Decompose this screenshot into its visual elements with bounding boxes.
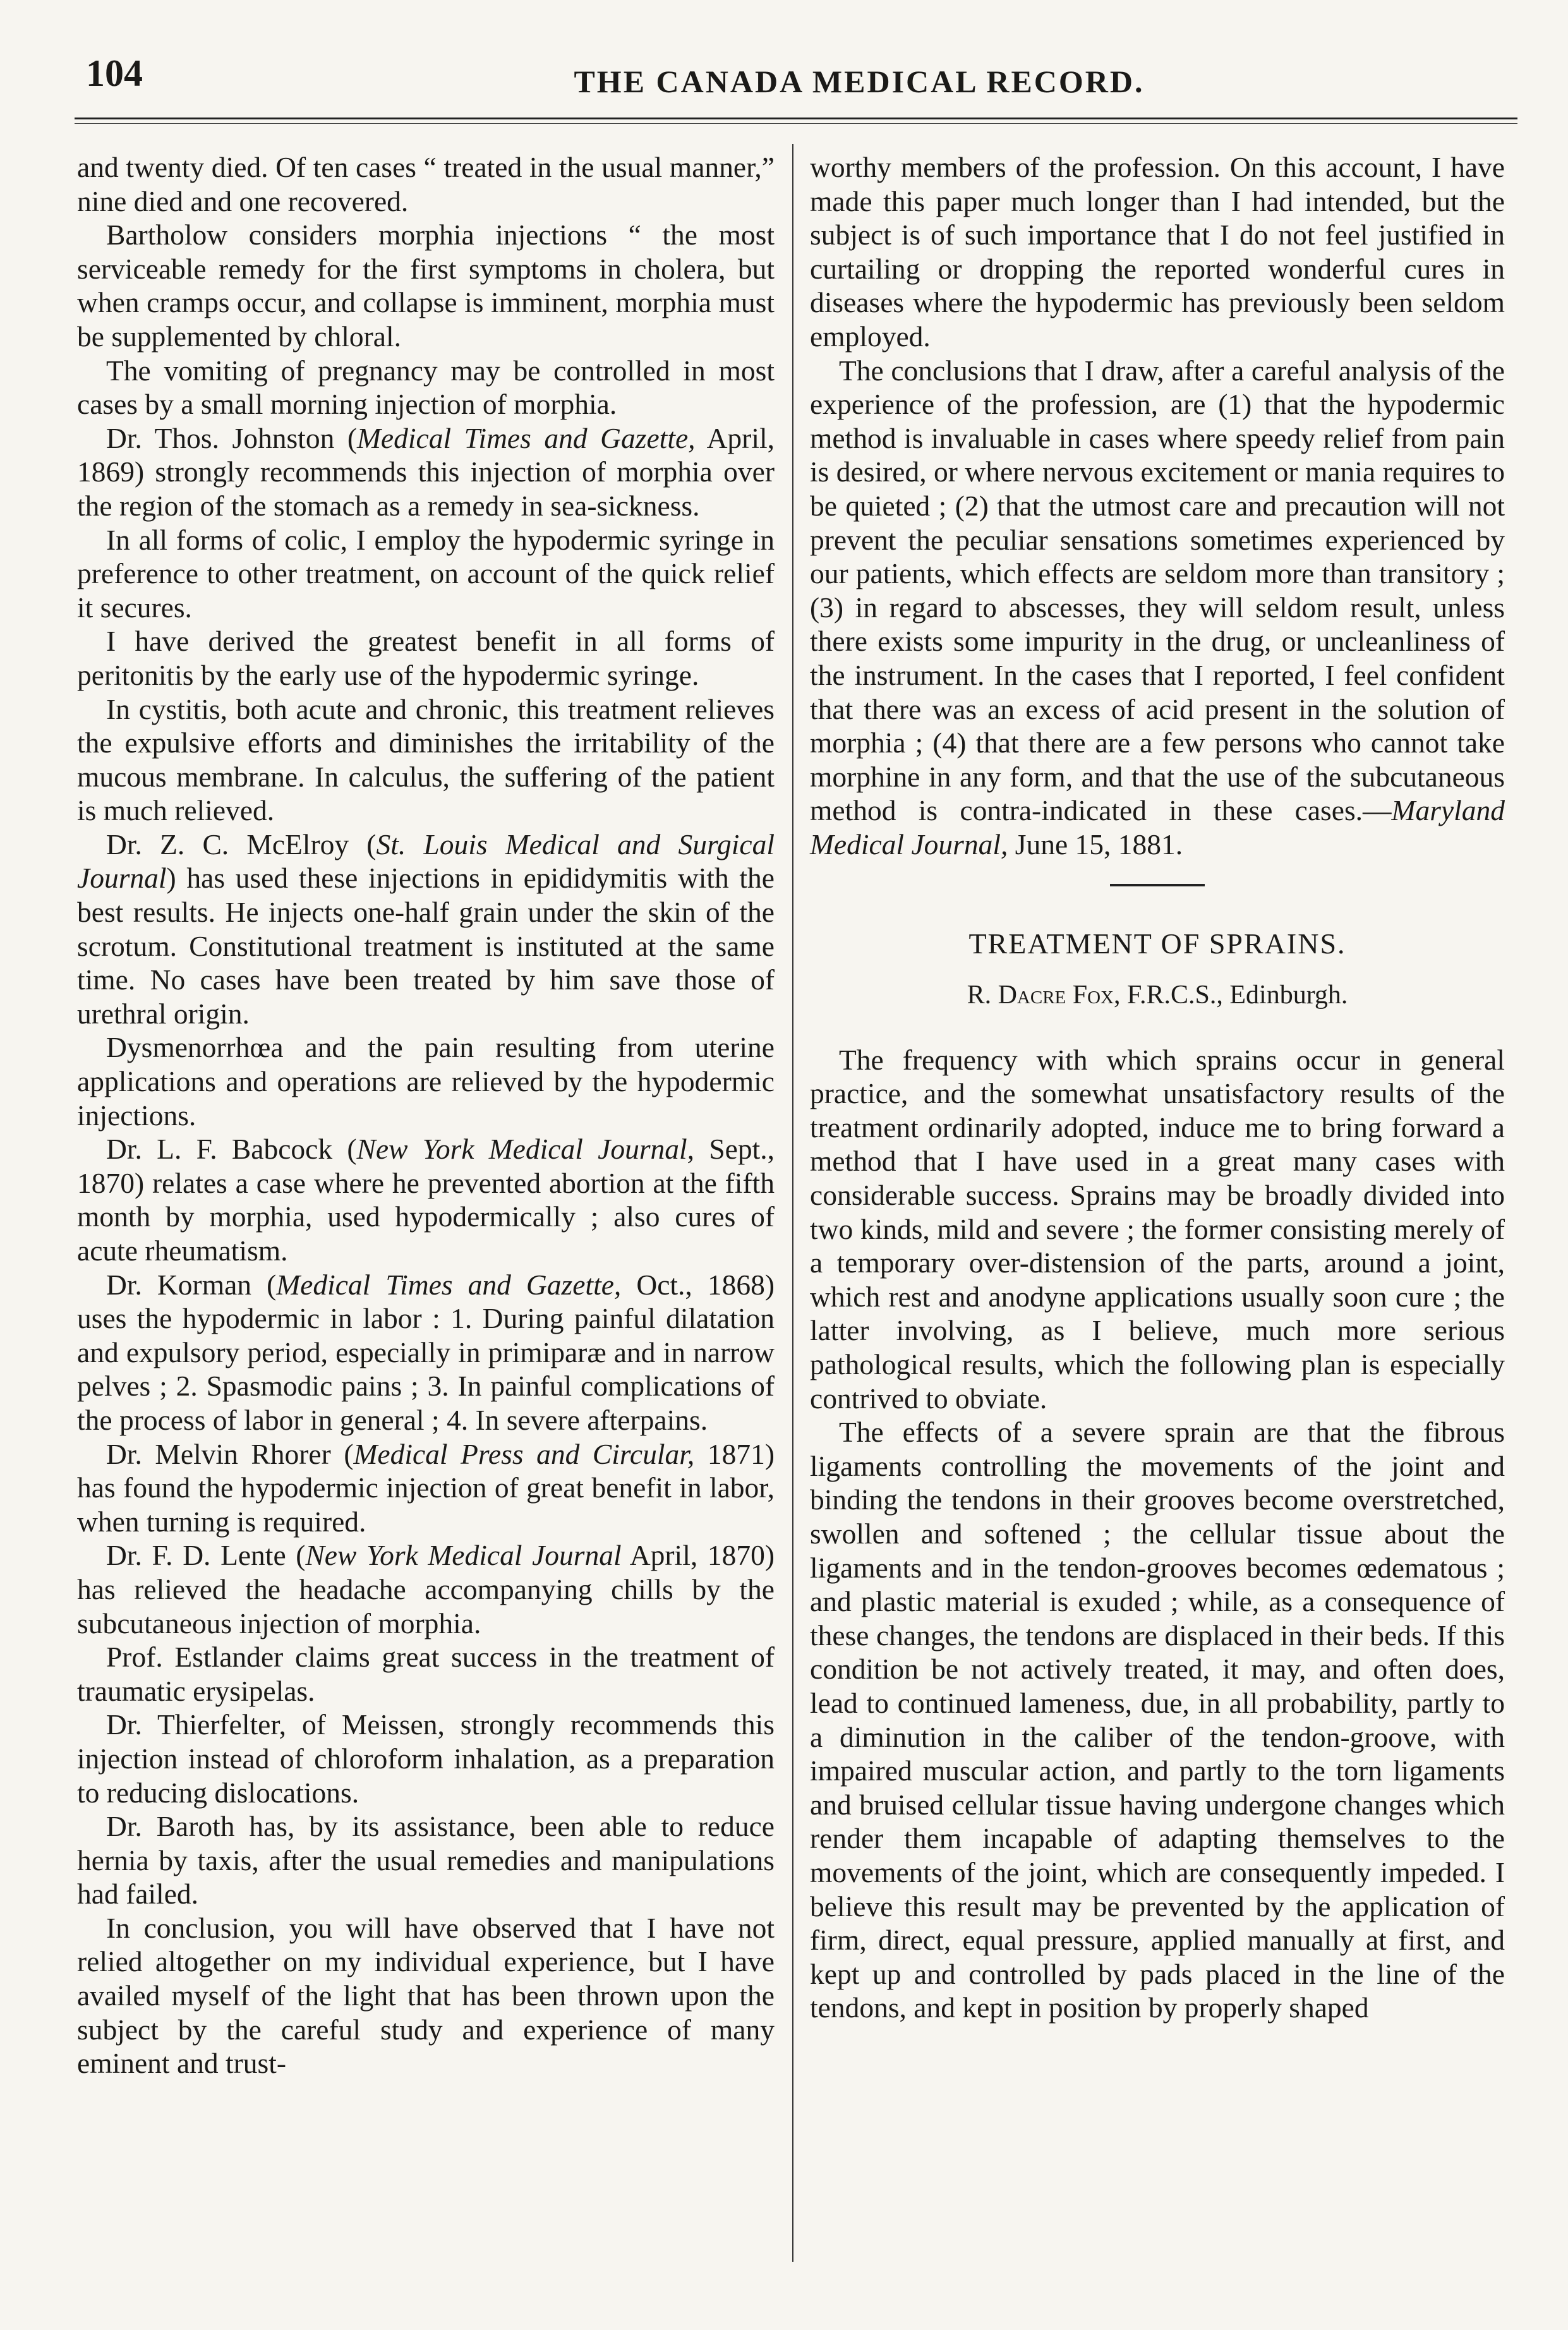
running-head: [75, 49, 1517, 106]
header-rule: [75, 118, 1517, 124]
journal-title: THE CANADA MEDICAL RECORD.: [574, 64, 1145, 99]
text-run: The conclusions that I draw, after a careful analysis of the experience of the profession, are (1) that the hypodermic method is invaluable in cases where speedy relief from pain is desired, or where nervous excitement or mania requires to be quieted ; (2) that the utmost care and precaution will not prevent the peculiar sensations sometimes experienced by our patients, which effects are seldom more than transitory ; (3) in regard to abscesses, they will seldom result, unless there exists some impurity in the drug, or uncleanliness of the instrument. In the cases that I reported, I feel confident that there was an excess of acid present in the solution of morphia ; (4) that there are a few persons who cannot take morphine in any form, and that the use of the subcutaneous method is contra-indicated in these cases.—: [810, 354, 1505, 827]
page-number: 104: [86, 52, 143, 94]
paragraph: [77, 828, 775, 1031]
paragraph: I have derived the greatest benefit in all forms of peritonitis by the early use of the hypodermic syringe.: [77, 625, 775, 691]
author-name: R. Dacre Fox: [967, 981, 1114, 1010]
text-run: Dr. Korman (: [106, 1268, 277, 1301]
paragraph: Dr. Thierfelter, of Meissen, strongly recommends this injection instead of chloroform inhalation, as a preparation to reducing dislocations.: [77, 1708, 775, 1809]
text-run: 1871) has found the hypodermic injection of great benefit in labor, when turning is required.: [77, 1437, 775, 1538]
text-run: Oct., 1868) uses the hypodermic in labor : 1. During painful dilatation and expulsory period, especially in primiparæ and in narrow pelves ; 2. Spasmodic pains ; 3. In painful complications of the process of labor in general ; 4. In severe afterpains.: [77, 1268, 775, 1436]
text-run: ) has used these injections in epididymitis with the best results. He injects one-half grain under the skin of the scrotum. Constitutional treatment is instituted at the same time. No cases have been treated by him save those of urethral origin.: [77, 862, 775, 1030]
paragraph: Dysmenorrhœa and the pain resulting from uterine applications and operations are relieved by the hypodermic injections.: [77, 1031, 775, 1132]
author-credentials: , F.R.C.S., Edinburgh.: [1114, 981, 1348, 1010]
text-run: Dr. F. D. Lente (: [106, 1539, 306, 1572]
paragraph: and twenty died. Of ten cases “ treated in the usual manner,” nine died and one recovered.: [77, 151, 775, 217]
paragraph: The vomiting of pregnancy may be controlled in most cases by a small morning injection of morphia.: [77, 354, 775, 421]
paragraph: The frequency with which sprains occur in general practice, and the somewhat unsatisfactory results of the treatment ordinarily adopted, induce me to bring forward a method that I have used in a great many cases with considerable success. Sprains may be broadly divided into two kinds, mild and severe ; the former consisting merely of a temporary over-distension of the parts, around a joint, which rest and anodyne applications usually soon cure ; the latter involving, as I believe, much more serious pathological results, which the following plan is especially contrived to obviate.: [810, 1043, 1505, 1415]
citation: New York Medical Journal,: [356, 1133, 695, 1166]
text-run: Dr. L. F. Babcock (: [106, 1133, 357, 1166]
paragraph: worthy members of the profession. On this account, I have made this paper much longer than I had intended, but the subject is of such importance that I do not feel justified in curtailing or dropping the reported wonderful cures in diseases where the hypodermic has previously been seldom employed.: [810, 151, 1505, 353]
paragraph: Bartholow considers morphia injections “ the most serviceable remedy for the first symptoms in cholera, but when cramps occur, and collapse is imminent, morphia must be supplemented by chloral.: [77, 219, 775, 353]
paragraph: In conclusion, you will have observed that I have not relied altogether on my individual experience, but I have availed myself of the light that has been thrown upon the subject by the careful study and experience of many eminent and trust-: [77, 1911, 775, 2080]
column-divider: [792, 144, 793, 2262]
paragraph: [77, 1437, 775, 1539]
paragraph: Dr. Baroth has, by its assistance, been able to reduce hernia by taxis, after the usual remedies and manipulations had failed.: [77, 1810, 775, 1910]
paragraph: [77, 421, 775, 523]
citation: Maryland Medical Journal,: [810, 794, 1505, 860]
paragraph: [810, 354, 1505, 862]
paragraph: [77, 1268, 775, 1437]
citation: Medical Times and Gazette,: [276, 1268, 622, 1301]
text-run: April, 1869) strongly recommends this injection of morphia over the region of the stomach as a remedy in sea-sickness.: [77, 421, 775, 522]
paragraph: [77, 1132, 775, 1267]
left-column: [77, 150, 775, 2080]
citation: Medical Press and Circular,: [353, 1437, 695, 1470]
text-run: June 15, 1881.: [1008, 828, 1183, 860]
section-rule: [1110, 884, 1205, 886]
text-run: Dr. Z. C. McElroy (: [106, 828, 377, 860]
paragraph: In all forms of colic, I employ the hypodermic syringe in preference to other treatment, on account of the quick relief it secures.: [77, 523, 775, 624]
paragraph: Prof. Estlander claims great success in the treatment of traumatic erysipelas.: [77, 1641, 775, 1707]
paragraph: [77, 1538, 775, 1640]
text-run: Dr. Melvin Rhorer (: [106, 1437, 354, 1470]
text-run: Dr. Thos. Johnston (: [106, 421, 358, 454]
paragraph: The effects of a severe sprain are that the fibrous ligaments controlling the movements of the joint and binding the tendons in their grooves become overstretched, swollen and softened ; the cellular tissue about the ligaments and in the tendon-grooves becomes œdematous ; and plastic material is exuded ; while, as a consequence of these changes, the tendons are displaced in their beds. If this condition be not actively treated, it may, and often does, lead to continued lameness, due, in all probability, partly to a diminution in the caliber of the tendon-groove, with impaired muscular action, and partly to the torn ligaments and bruised cellular tissue having undergone changes which render them incapable of adapting themselves to the movements of the joint, which are consequently impeded. I believe this result may be prevented by the application of firm, direct, equal pressure, applied manually at first, and kept up and controlled by pads placed in the line of the tendons, and kept in position by properly shaped: [810, 1416, 1505, 2024]
text-run: April, 1870) has relieved the headache accompanying chills by the subcutaneous injection of morphia.: [77, 1539, 775, 1639]
citation: Medical Times and Gazette,: [357, 421, 696, 454]
text-run: Sept., 1870) relates a case where he prevented abortion at the fifth month by morphia, used hypodermically ; also cures of acute rheumatism.: [77, 1133, 775, 1267]
citation: St. Louis Medical and Surgical Journal: [77, 828, 775, 895]
paragraph: In cystitis, both acute and chronic, this treatment relieves the expulsive efforts and diminishes the irritability of the mucous membrane. In calculus, the suffering of the patient is much relieved.: [77, 692, 775, 827]
article-title: TREATMENT OF SPRAINS.: [968, 927, 1346, 960]
citation: New York Medical Journal: [305, 1539, 622, 1572]
byline: [810, 979, 1505, 1013]
right-column: [810, 150, 1505, 2025]
